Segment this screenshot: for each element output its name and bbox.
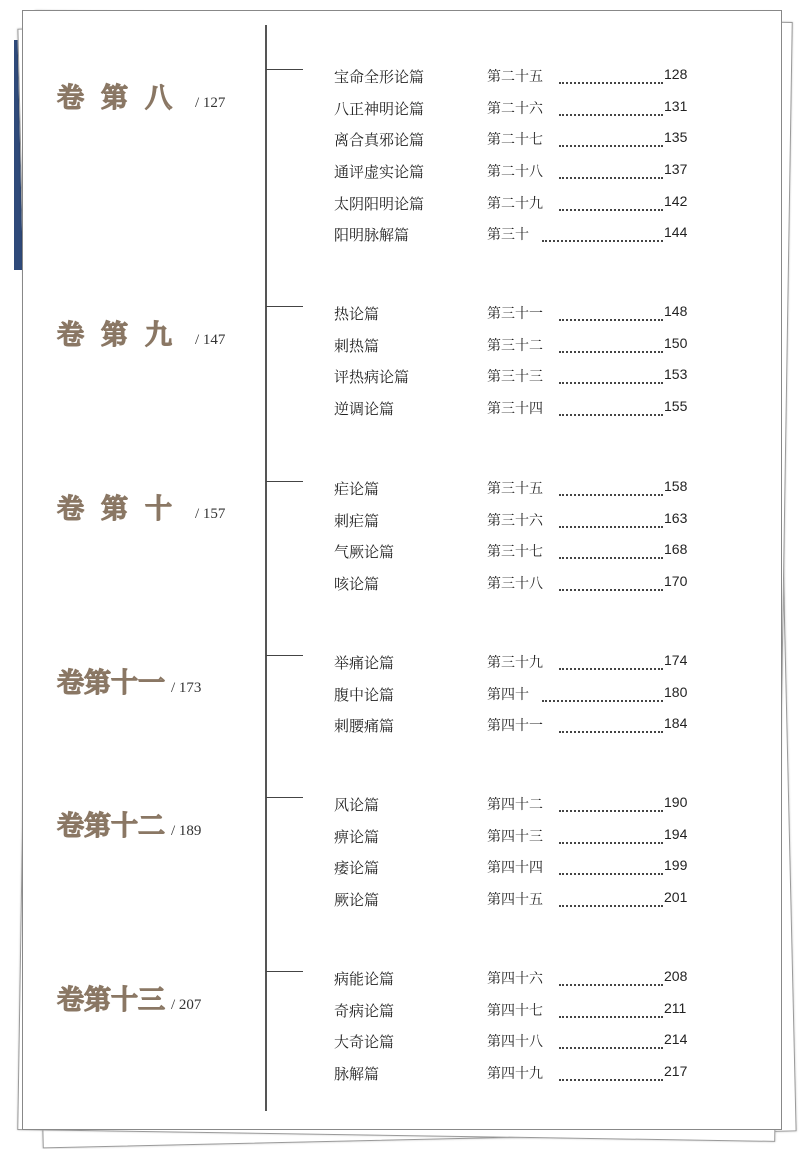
dot-leader <box>559 171 663 179</box>
volume-page: / 173 <box>171 680 202 696</box>
entry-chapter: 第三十四 <box>487 401 543 418</box>
entry-page: 155 <box>664 398 688 415</box>
section-tick <box>266 481 303 482</box>
entry-chapter: 第二十五 <box>487 69 543 85</box>
entry-chapter: 第三十五 <box>487 481 543 497</box>
entry-chapter: 第二十六 <box>487 100 543 117</box>
dot-leader <box>559 551 663 559</box>
volume-title: 卷第十一 <box>57 668 165 699</box>
entry-page: 158 <box>664 478 688 494</box>
section-tick <box>266 971 303 972</box>
entry-page: 217 <box>664 1063 688 1080</box>
entry-page: 199 <box>664 857 688 874</box>
entry-title: 痿论篇 <box>334 859 380 878</box>
volume-page-number: 173 <box>178 680 202 696</box>
entry-chapter: 第三十 <box>487 227 529 244</box>
entry-chapter: 第四十六 <box>487 971 543 987</box>
entry-title: 热论篇 <box>334 305 380 323</box>
volume-heading <box>57 804 257 843</box>
dot-leader <box>559 836 663 844</box>
section-tick <box>266 797 303 798</box>
section-tick <box>266 655 303 656</box>
dot-leader <box>559 725 663 733</box>
entry-chapter: 第四十 <box>487 686 529 703</box>
dot-leader <box>559 488 663 496</box>
entry-page: 168 <box>664 541 688 558</box>
entry-page: 137 <box>664 161 688 178</box>
dot-leader <box>542 694 663 702</box>
dot-leader <box>559 408 663 416</box>
entry-chapter: 第三十七 <box>487 544 543 561</box>
entry-chapter: 第二十八 <box>487 164 543 181</box>
entry-page: 190 <box>664 794 688 810</box>
entry-title: 八正神明论篇 <box>334 99 425 118</box>
volume-page-number: 147 <box>202 332 226 348</box>
entry-title: 病能论篇 <box>334 970 395 988</box>
volume-heading <box>57 661 257 700</box>
entry-page: 142 <box>664 192 688 209</box>
volume-page: / 207 <box>171 997 202 1013</box>
dot-leader <box>559 1041 663 1049</box>
entry-title: 宝命全形论篇 <box>334 68 425 86</box>
entry-chapter: 第三十八 <box>487 576 543 593</box>
volume-page-number: 157 <box>202 506 226 522</box>
entry-title: 太阴阳明论篇 <box>334 194 425 213</box>
entry-title: 刺疟篇 <box>334 511 380 530</box>
entry-page: 135 <box>664 129 688 146</box>
volume-title: 卷第十 <box>57 494 189 525</box>
dot-leader <box>559 108 663 116</box>
entry-title: 奇病论篇 <box>334 1001 395 1020</box>
entry-title: 刺热篇 <box>334 336 380 355</box>
entry-title: 脉解篇 <box>334 1065 380 1084</box>
volume-page: / 157 <box>195 506 226 522</box>
entry-title: 疟论篇 <box>334 480 380 498</box>
entry-chapter: 第四十七 <box>487 1002 543 1019</box>
entry-chapter: 第三十六 <box>487 512 543 529</box>
section-tick <box>266 306 303 307</box>
volume-heading <box>57 76 257 115</box>
volume-title: 卷第十二 <box>57 811 165 842</box>
dot-leader <box>559 520 663 528</box>
entry-page: 214 <box>664 1031 688 1048</box>
volume-page: / 189 <box>171 823 202 839</box>
entry-title: 逆调论篇 <box>334 400 395 419</box>
volume-heading <box>57 487 257 526</box>
dot-leader <box>559 203 663 211</box>
volume-page: / 147 <box>195 332 226 348</box>
dot-leader <box>559 376 663 384</box>
dot-leader <box>559 804 663 812</box>
dot-leader <box>559 313 663 321</box>
entry-title: 阳明脉解篇 <box>334 226 410 245</box>
entry-page: 128 <box>664 66 688 82</box>
entry-title: 举痛论篇 <box>334 654 395 672</box>
dot-leader <box>559 662 663 670</box>
entry-chapter: 第四十一 <box>487 718 543 735</box>
entry-chapter: 第三十九 <box>487 655 543 671</box>
entry-title: 痹论篇 <box>334 827 380 846</box>
volume-page-number: 189 <box>178 823 202 839</box>
entry-chapter: 第三十一 <box>487 306 543 322</box>
entry-title: 气厥论篇 <box>334 543 395 562</box>
entry-page: 153 <box>664 366 688 383</box>
dot-leader <box>559 978 663 986</box>
entry-page: 148 <box>664 303 688 319</box>
entry-chapter: 第二十七 <box>487 132 543 149</box>
vertical-divider <box>265 25 267 1111</box>
volume-heading <box>57 313 257 352</box>
entry-chapter: 第四十九 <box>487 1066 543 1083</box>
dot-leader <box>559 139 663 147</box>
entry-chapter: 第三十三 <box>487 369 543 386</box>
entry-title: 腹中论篇 <box>334 685 395 704</box>
dot-leader <box>559 1010 663 1018</box>
entry-page: 144 <box>664 224 688 241</box>
dot-leader <box>559 76 663 84</box>
entry-chapter: 第二十九 <box>487 195 543 212</box>
entry-page: 131 <box>664 97 688 114</box>
entry-page: 150 <box>664 334 688 351</box>
volume-title: 卷第十三 <box>57 985 165 1016</box>
dot-leader <box>559 867 663 875</box>
entry-chapter: 第四十八 <box>487 1034 543 1051</box>
entry-chapter: 第三十二 <box>487 337 543 354</box>
entry-page: 201 <box>664 889 688 906</box>
dot-leader <box>559 1073 663 1081</box>
entry-page: 211 <box>664 999 687 1016</box>
dot-leader <box>542 234 663 242</box>
dot-leader <box>559 583 663 591</box>
entry-page: 174 <box>664 652 688 668</box>
volume-page-number: 207 <box>178 997 202 1013</box>
entry-title: 刺腰痛篇 <box>334 717 395 736</box>
entry-chapter: 第四十四 <box>487 860 543 877</box>
entry-page: 208 <box>664 968 688 984</box>
volume-heading <box>57 978 257 1017</box>
entry-title: 离合真邪论篇 <box>334 131 425 150</box>
entry-chapter: 第四十五 <box>487 892 543 909</box>
volume-title: 卷第八 <box>57 83 189 114</box>
entry-page: 184 <box>664 715 688 732</box>
entry-page: 194 <box>664 825 688 842</box>
entry-title: 大奇论篇 <box>334 1033 395 1052</box>
entry-title: 评热病论篇 <box>334 368 410 387</box>
entry-page: 163 <box>664 509 688 526</box>
entry-title: 风论篇 <box>334 796 380 814</box>
entry-chapter: 第四十二 <box>487 797 543 813</box>
entry-title: 厥论篇 <box>334 891 380 910</box>
section-tick <box>266 69 303 70</box>
volume-title: 卷第九 <box>57 320 189 351</box>
entry-title: 咳论篇 <box>334 575 380 594</box>
dot-leader <box>559 345 663 353</box>
entry-page: 170 <box>664 573 688 590</box>
entry-title: 通评虚实论篇 <box>334 163 425 182</box>
volume-page: / 127 <box>195 95 226 111</box>
entry-chapter: 第四十三 <box>487 828 543 845</box>
entry-page: 180 <box>664 683 688 700</box>
volume-page-number: 127 <box>202 95 226 111</box>
dot-leader <box>559 899 663 907</box>
